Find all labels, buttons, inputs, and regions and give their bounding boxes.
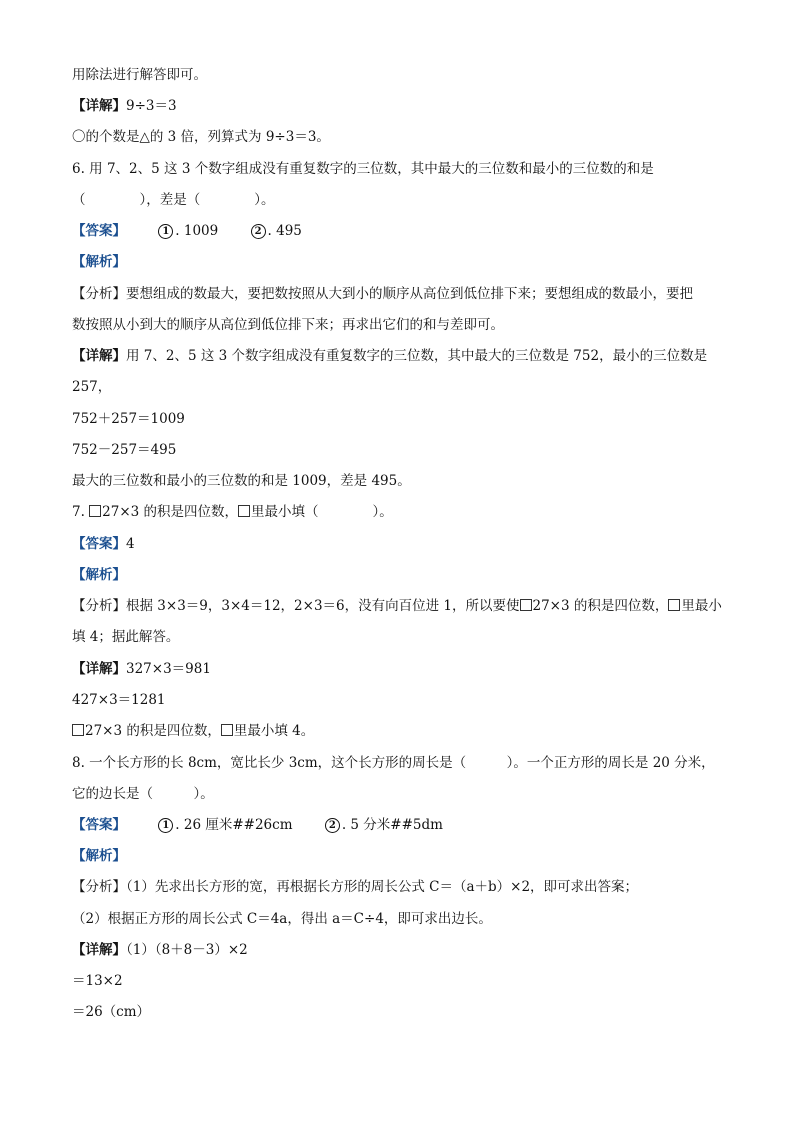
- text-line: （2）根据正方形的周长公式 C＝4a，得出 a＝C÷4，即可求出边长。: [72, 911, 492, 927]
- text-line: 【分析】要想组成的数最大，要把数按照从大到小的顺序从高位到低位排下来；要想组成的数最小，要把: [72, 286, 693, 302]
- question-number: 7.: [72, 504, 90, 520]
- analysis-label: 【解析】: [72, 567, 126, 583]
- question-7: [72, 503, 734, 521]
- analysis-label: 【解析】: [72, 254, 126, 270]
- answer-label: 【答案】: [72, 817, 126, 833]
- text-line: 257，: [72, 379, 112, 395]
- text: 27×3 的积是四位数，: [532, 598, 669, 614]
- detail-line: [72, 97, 734, 115]
- text: 里最小填（ ）。: [251, 504, 393, 520]
- equation-line: ＝26（cm）: [72, 1004, 151, 1020]
- text: 9÷3＝3: [126, 98, 177, 114]
- text-line: 〇的个数是△的 3 倍，列算式为 9÷3＝3。: [72, 129, 330, 145]
- detail-label: 【详解】: [72, 942, 126, 958]
- analysis-line: [72, 253, 734, 271]
- text: 27×3 的积是四位数，: [102, 504, 239, 520]
- equation-line: 752＋257＝1009: [72, 411, 185, 427]
- text: 里最小填 4。: [233, 723, 315, 739]
- analysis-label: 【解析】: [72, 848, 126, 864]
- blank-box: [72, 724, 84, 736]
- text-line: 用除法进行解答即可。: [72, 67, 207, 83]
- text: 【分析】根据 3×3＝9，3×4＝12，2×3＝6，没有向百位进 1，所以要使: [72, 598, 520, 614]
- text: 27×3 的积是四位数，: [85, 723, 221, 739]
- detail-label: 【详解】: [72, 98, 126, 114]
- analysis-line: [72, 566, 734, 584]
- circled-number: 1: [158, 818, 173, 833]
- text-line: [72, 597, 734, 615]
- circled-number: 2: [325, 818, 340, 833]
- equation-line: 427×3＝1281: [72, 692, 166, 708]
- blank-box: [221, 724, 233, 736]
- answer-line: [72, 816, 734, 834]
- answer-value: 4: [126, 536, 135, 552]
- answer-value: . 495: [267, 223, 302, 239]
- analysis-line: [72, 847, 734, 865]
- text-line: 最大的三位数和最小的三位数的和是 1009，差是 495。: [72, 473, 411, 489]
- circled-number: 2: [251, 224, 266, 239]
- detail-label: 【详解】: [72, 661, 126, 677]
- circled-number: 1: [158, 224, 173, 239]
- answer-line: [72, 535, 734, 553]
- answer-value: . 26 厘米##26cm: [175, 817, 293, 833]
- equation-line: 752－257＝495: [72, 442, 177, 458]
- text: 327×3＝981: [126, 661, 211, 677]
- blank-box: [668, 599, 680, 611]
- detail-line: [72, 660, 734, 678]
- text-line: 填 4；据此解答。: [72, 629, 180, 645]
- text-line: 【分析】（1）先求出长方形的宽，再根据长方形的周长公式 C＝（a＋b）×2，即可求出答案；: [72, 879, 639, 895]
- question-8-cont: 它的边长是（ ）。: [72, 786, 214, 802]
- answer-label: 【答案】: [72, 223, 126, 239]
- answer-line: [72, 222, 734, 240]
- detail-line: [72, 347, 734, 365]
- answer-value: . 5 分米##5dm: [341, 817, 443, 833]
- blank-box: [89, 505, 101, 517]
- text: 里最小: [681, 598, 722, 614]
- answer-value: . 1009: [175, 223, 219, 239]
- text-line: [72, 722, 734, 740]
- question-6: 6. 用 7、2、5 这 3 个数字组成没有重复数字的三位数，其中最大的三位数和最小的三位数的和是: [72, 161, 654, 177]
- question-6-cont: （ ），差是（ ）。: [72, 192, 275, 208]
- equation-line: ＝13×2: [72, 973, 123, 989]
- text-line: 数按照从小到大的顺序从高位到低位排下来；再求出它们的和与差即可。: [72, 317, 504, 333]
- text: 用 7、2、5 这 3 个数字组成没有重复数字的三位数，其中最大的三位数是 752，最小的三位数是: [126, 348, 708, 364]
- question-8: 8. 一个长方形的长 8cm，宽比长少 3cm，这个长方形的周长是（ ）。一个正方形的周长是 20 分米，: [72, 755, 715, 771]
- answer-label: 【答案】: [72, 536, 126, 552]
- detail-line: [72, 941, 734, 959]
- blank-box: [520, 599, 532, 611]
- text: （1）（8＋8－3）×2: [126, 942, 248, 958]
- blank-box: [238, 505, 250, 517]
- detail-label: 【详解】: [72, 348, 126, 364]
